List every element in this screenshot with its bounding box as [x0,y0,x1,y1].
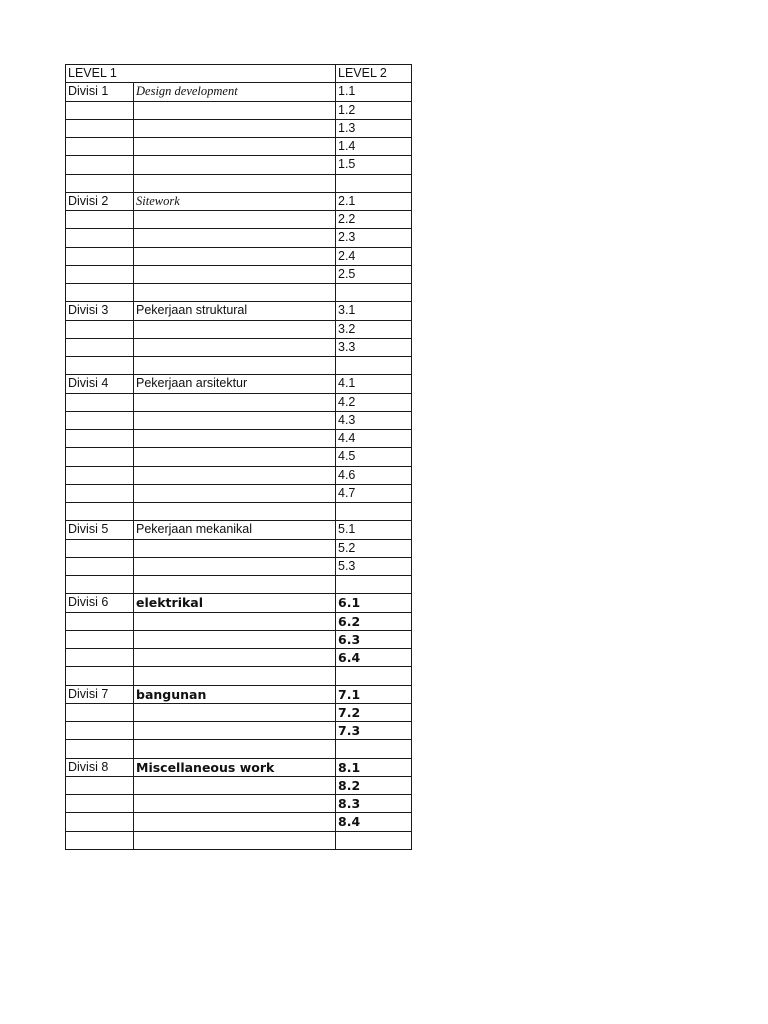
division-name-cell: elektrikal [134,594,336,612]
division-name-cell [134,357,336,375]
divisi-cell [66,320,134,338]
level2-code-cell: 6.2 [336,612,412,630]
table-row [66,521,412,539]
level2-code-cell: 6.4 [336,649,412,667]
divisi-cell: Divisi 2 [66,192,134,210]
division-name-cell [134,138,336,156]
division-name-cell [134,630,336,648]
table-row [66,156,412,174]
divisi-cell [66,284,134,302]
table-row [66,740,412,758]
table-row [66,685,412,703]
division-name-cell [134,703,336,721]
table-row [66,503,412,521]
divisi-cell [66,703,134,721]
division-name-cell [134,795,336,813]
level2-code-cell: 1.1 [336,83,412,101]
divisi-cell [66,484,134,502]
level2-code-cell: 8.4 [336,813,412,831]
table-row [66,667,412,685]
table-row [66,594,412,612]
table-row [66,576,412,594]
division-level-table [65,64,412,850]
table-row [66,557,412,575]
divisi-cell [66,338,134,356]
table-row [66,174,412,192]
division-name-cell [134,229,336,247]
level2-code-cell [336,174,412,192]
level2-code-cell: 2.2 [336,211,412,229]
divisi-cell [66,211,134,229]
divisi-cell [66,539,134,557]
table-row [66,119,412,137]
table-row [66,649,412,667]
table-row [66,703,412,721]
division-name-cell: Sitework [134,192,336,210]
division-name-cell: Miscellaneous work [134,758,336,776]
divisi-cell: Divisi 5 [66,521,134,539]
division-name-cell [134,649,336,667]
divisi-cell [66,156,134,174]
table-row [66,247,412,265]
divisi-cell: Divisi 3 [66,302,134,320]
divisi-cell: Divisi 8 [66,758,134,776]
level2-code-cell: 4.1 [336,375,412,393]
level2-code-cell: 2.5 [336,265,412,283]
divisi-cell [66,649,134,667]
table-row [66,539,412,557]
level2-code-cell: 8.2 [336,776,412,794]
table-row [66,393,412,411]
table-row [66,211,412,229]
division-name-cell [134,667,336,685]
table-row [66,192,412,210]
divisi-cell [66,101,134,119]
level2-code-cell: 1.2 [336,101,412,119]
level2-code-cell: 6.1 [336,594,412,612]
division-name-cell [134,101,336,119]
division-name-cell [134,503,336,521]
division-name-cell [134,740,336,758]
division-name-cell [134,831,336,849]
division-name-cell [134,776,336,794]
division-name-cell [134,247,336,265]
table-row [66,83,412,101]
table-row [66,430,412,448]
table-row [66,411,412,429]
divisi-cell [66,557,134,575]
division-name-cell [134,576,336,594]
division-name-cell [134,284,336,302]
level2-code-cell: 8.3 [336,795,412,813]
divisi-cell [66,466,134,484]
table-row [66,612,412,630]
division-name-cell: Design development [134,83,336,101]
header-level1: LEVEL 1 [66,65,336,83]
division-name-cell [134,411,336,429]
level2-code-cell: 4.2 [336,393,412,411]
division-name-cell [134,174,336,192]
level2-code-cell [336,503,412,521]
level2-code-cell: 5.2 [336,539,412,557]
level2-code-cell [336,740,412,758]
divisi-cell: Divisi 7 [66,685,134,703]
divisi-cell [66,393,134,411]
table-row [66,357,412,375]
level2-code-cell: 1.4 [336,138,412,156]
division-name-cell [134,211,336,229]
division-name-cell [134,393,336,411]
division-name-cell [134,156,336,174]
division-name-cell [134,539,336,557]
divisi-cell: Divisi 6 [66,594,134,612]
table-row [66,375,412,393]
table-row [66,265,412,283]
division-name-cell [134,612,336,630]
division-name-cell [134,813,336,831]
divisi-cell [66,229,134,247]
level2-code-cell [336,284,412,302]
division-name-cell [134,265,336,283]
level2-code-cell: 7.3 [336,722,412,740]
divisi-cell: Divisi 1 [66,83,134,101]
division-name-cell [134,557,336,575]
division-name-cell: Pekerjaan mekanikal [134,521,336,539]
level2-code-cell: 5.3 [336,557,412,575]
level2-code-cell [336,357,412,375]
table-row [66,138,412,156]
table-row [66,338,412,356]
table-row [66,284,412,302]
divisi-cell [66,448,134,466]
table-row [66,448,412,466]
divisi-cell [66,576,134,594]
divisi-cell [66,138,134,156]
table-row [66,484,412,502]
table-row [66,722,412,740]
division-name-cell: Pekerjaan arsitektur [134,375,336,393]
division-name-cell [134,466,336,484]
divisi-cell [66,357,134,375]
divisi-cell [66,612,134,630]
level2-code-cell: 1.5 [336,156,412,174]
divisi-cell [66,430,134,448]
level2-code-cell: 2.4 [336,247,412,265]
table-row [66,229,412,247]
table-row [66,795,412,813]
header-row [66,65,412,83]
divisi-cell [66,795,134,813]
divisi-cell [66,667,134,685]
divisi-cell [66,174,134,192]
level2-code-cell: 4.5 [336,448,412,466]
table-row [66,101,412,119]
division-name-cell [134,484,336,502]
table-row [66,320,412,338]
divisi-cell [66,247,134,265]
table-row [66,302,412,320]
level2-code-cell: 4.4 [336,430,412,448]
table-row [66,758,412,776]
level2-code-cell: 7.2 [336,703,412,721]
divisi-cell: Divisi 4 [66,375,134,393]
table-row [66,466,412,484]
level2-code-cell: 7.1 [336,685,412,703]
level2-code-cell: 4.3 [336,411,412,429]
table-row [66,776,412,794]
level2-code-cell [336,576,412,594]
level2-code-cell: 8.1 [336,758,412,776]
level2-code-cell: 3.3 [336,338,412,356]
division-name-cell [134,430,336,448]
level2-code-cell: 4.6 [336,466,412,484]
division-name-cell [134,320,336,338]
level2-code-cell: 5.1 [336,521,412,539]
divisi-cell [66,813,134,831]
level2-code-cell: 4.7 [336,484,412,502]
table-row [66,813,412,831]
divisi-cell [66,776,134,794]
table-row [66,630,412,648]
division-name-cell [134,722,336,740]
divisi-cell [66,831,134,849]
division-name-cell [134,448,336,466]
divisi-cell [66,740,134,758]
table-body [66,65,412,850]
divisi-cell [66,722,134,740]
table-row [66,831,412,849]
level2-code-cell: 3.2 [336,320,412,338]
division-name-cell: Pekerjaan struktural [134,302,336,320]
level2-code-cell: 6.3 [336,630,412,648]
level2-code-cell [336,831,412,849]
level2-code-cell: 1.3 [336,119,412,137]
level2-code-cell: 2.3 [336,229,412,247]
division-name-cell [134,338,336,356]
level2-code-cell [336,667,412,685]
division-name-cell [134,119,336,137]
divisi-cell [66,630,134,648]
divisi-cell [66,265,134,283]
divisi-cell [66,119,134,137]
division-name-cell: bangunan [134,685,336,703]
level2-code-cell: 3.1 [336,302,412,320]
header-level2: LEVEL 2 [336,65,412,83]
divisi-cell [66,503,134,521]
divisi-cell [66,411,134,429]
level2-code-cell: 2.1 [336,192,412,210]
